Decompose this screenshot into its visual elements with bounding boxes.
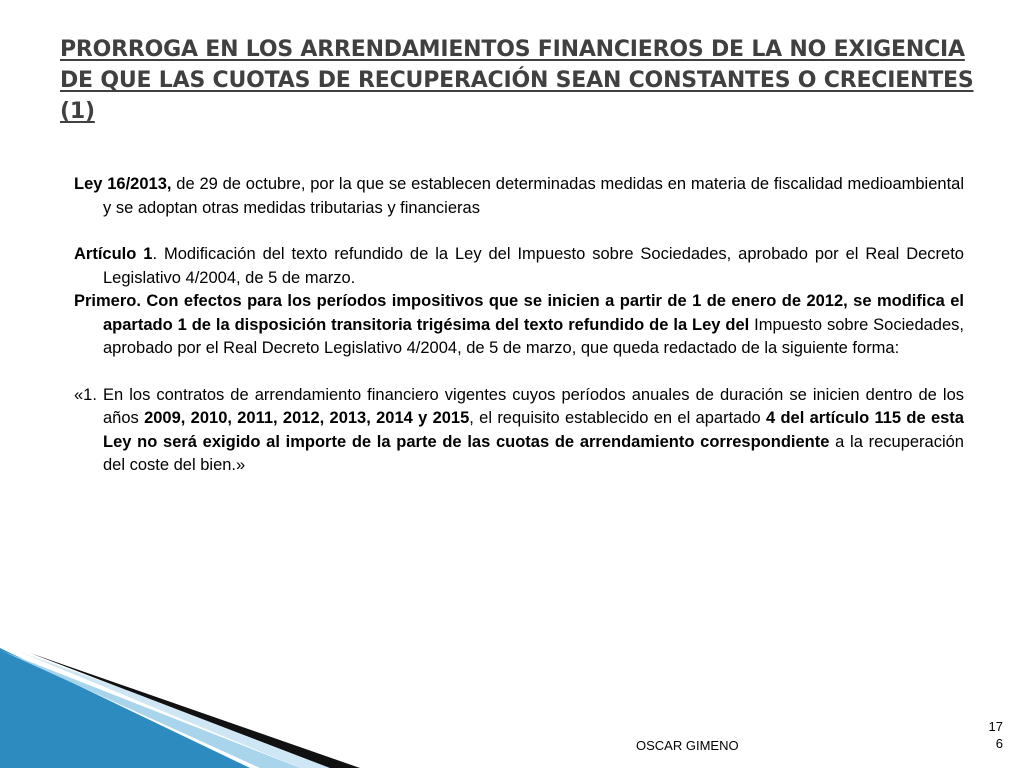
- article-bold: Artículo 1: [74, 245, 153, 263]
- quote-text-2: , el requisito establecido en el apartado: [469, 409, 766, 427]
- quote-text-3: a la recuperación del coste del bien.»: [103, 432, 964, 474]
- slide-title-line-3: (1): [60, 99, 95, 124]
- quote-article-bold: 4 del artículo 115 de esta Ley no será exigido al importe de la parte de las cuotas de arrendamiento correspondiente: [103, 409, 964, 451]
- page-number-line-1: 17: [988, 719, 1003, 734]
- footer-author: OSCAR GIMENO: [636, 738, 739, 753]
- law-reference-text: de 29 de octubre, por la que se establecen determinadas medidas en materia de fiscalidad medioambiental y se adoptan otras medidas tributarias y financieras: [103, 175, 964, 217]
- page-number-line-2: 6: [995, 736, 1003, 751]
- page-number: [983, 718, 1003, 752]
- quote-years-bold: 2009, 2010, 2011, 2012, 2013, 2014 y 2015: [144, 409, 470, 427]
- quote-text-1: «1. En los contratos de arrendamiento financiero vigentes cuyos períodos anuales de duración se inicien dentro de los años: [74, 385, 964, 427]
- law-reference-bold: Ley 16/2013,: [74, 175, 172, 193]
- first-text: Impuesto sobre Sociedades, aprobado por el Real Decreto Legislativo 4/2004, de 5 de marzo, que queda redactado de la siguiente forma:: [103, 315, 964, 357]
- slide-title-line-1: PRORROGA EN LOS ARRENDAMIENTOS FINANCIEROS DE LA NO EXIGENCIA: [60, 37, 965, 62]
- article-text: . Modificación del texto refundido de la Ley del Impuesto sobre Sociedades, aprobado por el Real Decreto Legislativo 4/2004, de 5 de marzo.: [103, 245, 964, 287]
- slide-title-line-2: DE QUE LAS CUOTAS DE RECUPERACIÓN SEAN CONSTANTES O CRECIENTES: [60, 68, 974, 93]
- first-bold: Primero. Con efectos para los períodos impositivos que se inicien a partir de 1 de enero de 2012, se modifica el apartado 1 de la disposición transitoria trigésima del texto refundido de la Ley del: [74, 292, 964, 334]
